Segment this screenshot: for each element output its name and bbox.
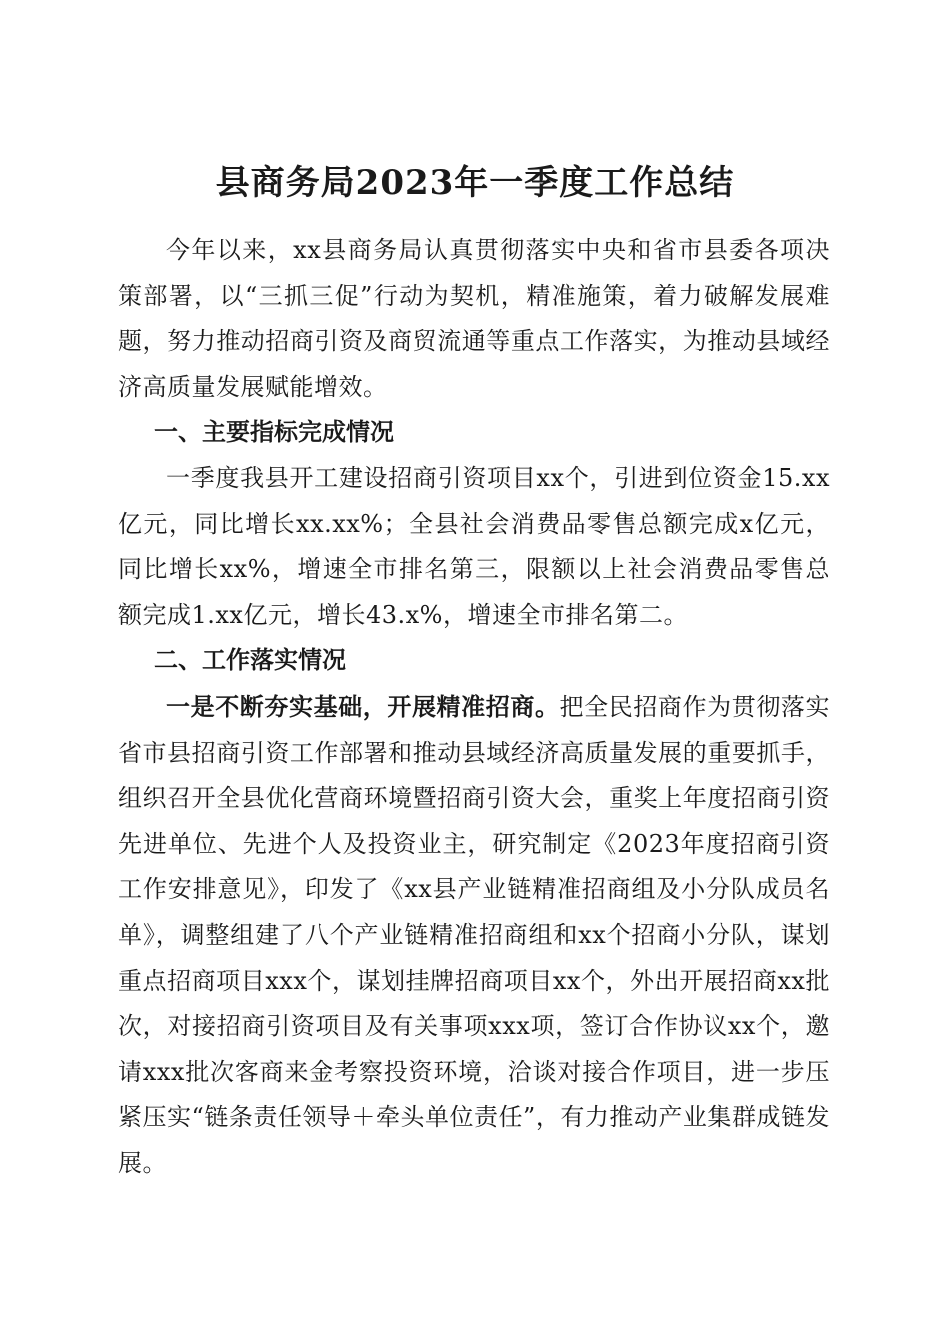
work-item-lead: 一是不断夯实基础，开展精准招商。 [166,691,560,721]
work-item-body: 把全民招商作为贯彻落实省市县招商引资工作部署和推动县域经济高质量发展的重要抓手，组织召开全县优化营商环境暨招商引资大会，重奖上年度招商引资先进单位、先进个人及投资业主，研究制定《2023年度招商引资工作安排意见》，印发了《xx县产业链精准招商组及小分队成员名单》，调整组建了八个产业链精准招商组和xx个招商小分队，谋划重点招商项目xxx个，谋划挂牌招商项目xx个，外出开展招商xx批次，对接招商引资项目及有关事项xxx项，签订合作协议xx个，邀请xxx批次客商来金考察投资环境，洽谈对接合作项目，进一步压紧压实“链条责任领导＋牵头单位责任”，有力推动产业集群成链发展。 [118,692,831,1177]
indicators-paragraph: 一季度我县开工建设招商引资项目xx个，引进到位资金15.xx亿元，同比增长xx.xx%；全县社会消费品零售总额完成x亿元，同比增长xx%，增速全市排名第三，限额以上社会消费品零售总额完成1.xx亿元，增长43.x%，增速全市排名第二。 [118,463,830,629]
section-heading-indicators: 一、主要指标完成情况 [154,418,394,447]
document-title: 县商务局2023年一季度工作总结 [215,162,735,203]
work-paragraph [118,684,830,1187]
intro-paragraph: 今年以来，xx县商务局认真贯彻落实中央和省市县委各项决策部署，以“三抓三促”行动为契机，精准施策，着力破解发展难题，努力推动招商引资及商贸流通等重点工作落实，为推动县域经济高质量发展赋能增效。 [118,236,830,401]
document-body [118,228,830,1186]
section-heading-work: 二、工作落实情况 [154,646,346,675]
